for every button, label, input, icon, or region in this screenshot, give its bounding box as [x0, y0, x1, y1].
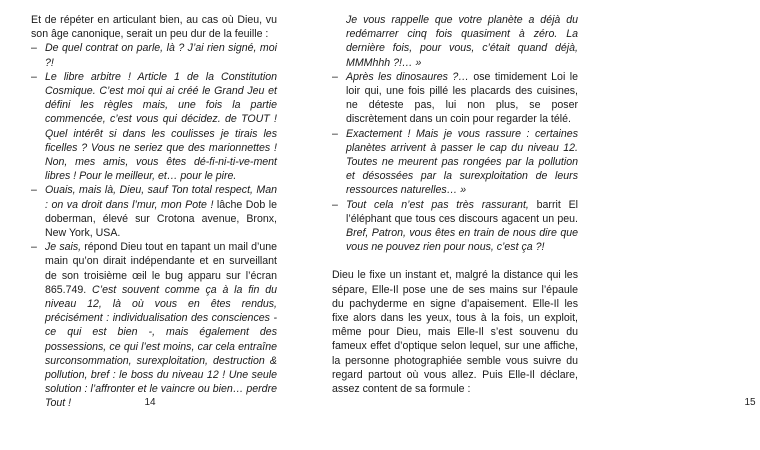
dialogue-line: – De quel contrat on parle, là ? J’ai rien signé, moi ?! — [31, 42, 277, 69]
narration-text: barrit El l’éléphant que tous ces discours agacent un peu. — [346, 198, 578, 225]
dialogue-text: Après les dinosaures ?… — [346, 70, 469, 83]
intro-paragraph: Et de répéter en articulant bien, au cas où Dieu, vu son âge canonique, serait un peu dur de la feuille : — [31, 14, 277, 41]
right-page-text — [332, 13, 578, 396]
dialogue-line: – Le libre arbitre ! Article 1 de la Constitution Cosmique. C’est moi qui ai créé le Grand Jeu et défini les règles mais, une fois la partie commencée, c’est vous qui décidez. de TOUT ! Quel intérêt si dans les coulisses je tirais les ficelles ? Vous ne seriez que des marionnettes ! Non, mes amis, vous êtes dé-fi-ni-ti-ve-ment libres ! Pour le meilleur, et… pour le pire. — [31, 70, 277, 183]
dialogue-text: De quel contrat on parle, là ? J’ai rien signé, moi ?! — [45, 42, 277, 69]
dialogue-continuation: Je vous rappelle que votre planète a déjà du redémarrer cinq fois quasiment à zéro. La dernière fois, pour vous, c’était quand déjà, MMMhhh ?!… » — [346, 14, 578, 69]
dialogue-text: Le libre arbitre ! Article 1 de la Constitution Cosmique. C’est moi qui ai créé le Grand Jeu et défini les règles mais, une fois la partie commencée, c’est vous qui décidez. de TOUT ! Quel intérêt si dans les coulisses je tirais les ficelles ? Vous ne seriez que des marionnettes ! Non, mes amis, vous êtes dé-fi-ni-ti-ve-ment libres ! Pour le meilleur, et… pour le pire. — [45, 70, 277, 183]
left-page-text — [31, 13, 277, 411]
dialogue-text: Tout cela n’est pas très rassurant, — [346, 198, 529, 211]
narration-paragraph: Dieu le fixe un instant et, malgré la distance qui les sépare, Elle-Il pose une de ses mains sur l’épaule du pachyderme en signe d’apaisement. Elle-Il les fixe alors dans les yeux, tous à la fois, un exploit, même pour Dieu, mais Elle-Il s’est souvenu du fameux effet d’optique selon lequel, sur une affiche, la personne photographiée semble vous suivre du regard partout où vous allez. Puis Elle-Il déclare, assez content de sa formule : — [332, 269, 578, 396]
dialogue-line: – Après les dinosaures ?… ose timidement Loi le loir qui, une fois pillé les placards des cuisines, ne déteste pas, lui non plus, se poser discrètement dans un coin pour regarder la télé. — [332, 70, 579, 126]
narration-text: ose timidement Loi le loir qui, une fois pillé les placards des cuisines, ne déteste pas, lui non plus, se poser discrètement dans un coin pour regarder la télé. — [346, 70, 579, 126]
dialogue-text: Bref, Patron, vous êtes en train de nous dire que vous ne pouvez rien pour nous, c’est ça ?! — [346, 227, 578, 254]
dialogue-line: – Exactement ! Mais je vous rassure : certaines planètes arrivent à passer le cap du niveau 12. Toutes ne meurent pas rongées par la pollution et désossées par la surexploitation de leurs ressources naturelles… » — [332, 127, 578, 197]
dialogue-line: – Je sais, répond Dieu tout en tapant un mail d’une main qu’on dirait indépendante et en surveillant de son troisième œil le bug apparu sur l’écran 865.749. C’est souvent comme ça à la fin du niveau 12, là où vous en êtes rendus, précisément : individualisation des consciences - ce qui est bien -, mais également des possessions, ce qui l’est moins, car cela entraîne surconsommation, surexploitation, destruction & pollution, bref : le boss du niveau 12 ! Une seule solution : l’affronter et le vaincre ou bien… perdre Tout ! — [31, 241, 277, 410]
dialogue-line: – Tout cela n’est pas très rassurant, barrit El l’éléphant que tous ces discours agacent un peu. Bref, Patron, vous êtes en train de nous dire que vous ne pouvez rien pour nous, c’est ça ?! — [332, 198, 578, 254]
dialogue-line: – Ouais, mais là, Dieu, sauf Ton total respect, Man : on va droit dans l’mur, mon Pote ! lâche Dob le doberman, élevé sur Crotona avenue, Bronx, New York, USA. — [31, 184, 277, 240]
dialogue-text: Exactement ! Mais je vous rassure : certaines planètes arrivent à passer le cap du niveau 12. Toutes ne meurent pas rongées par la pollution et désossées par la surexploitation de leurs ressources naturelles… » — [346, 127, 578, 197]
page-number: 15 — [744, 397, 756, 408]
dialogue-text: Ouais, mais là, Dieu, sauf Ton total respect, Man : on va droit dans l’mur, mon Pote ! — [45, 184, 277, 211]
dialogue-text: C’est souvent comme ça à la fin du niveau 12, là où vous en êtes rendus, précisément : individualisation des consciences - ce qui est bien -, mais également des possessions, ce qui l’est moins, car cela entraîne surconsommation, surexploitation, destruction & pollution, bref : le boss du niveau 12 ! Une seule solution : l’affronter et le vaincre ou bien… perdre Tout ! — [45, 283, 277, 410]
left-page — [0, 0, 300, 450]
paragraph-gap — [332, 254, 578, 268]
page-number: 14 — [144, 397, 156, 408]
narration-text: répond Dieu tout en tapant un mail d’une main qu’on dirait indépendante et en surveillant de son troisième œil le bug apparu sur l’écran 865.749. — [45, 241, 277, 296]
dialogue-text: Je sais, — [45, 241, 82, 254]
narration-text: lâche Dob le doberman, élevé sur Crotona avenue, Bronx, New York, USA. — [45, 198, 277, 240]
